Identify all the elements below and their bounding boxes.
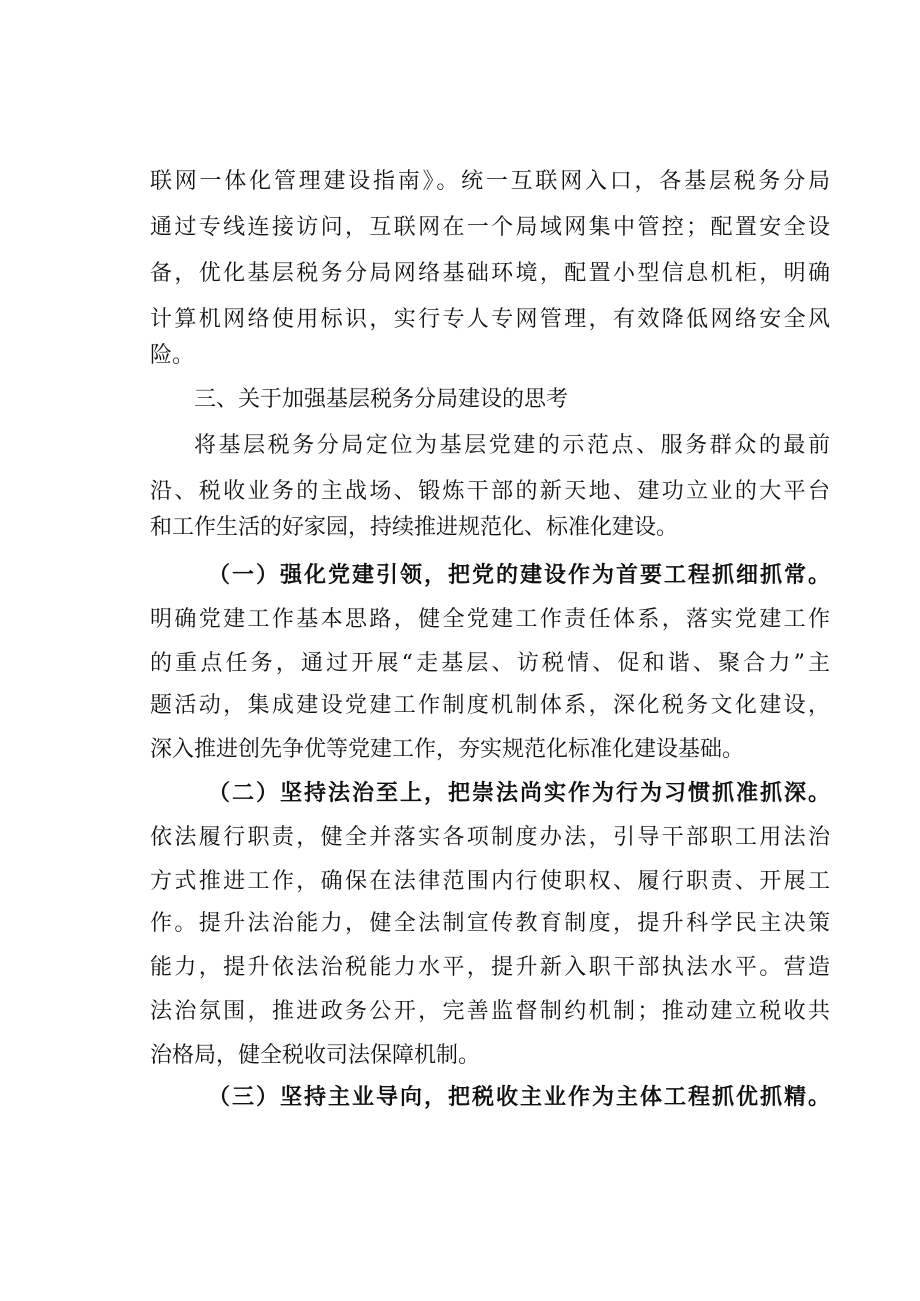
paragraph-line: 作。提升法治能力，健全法制宣传教育制度，提升科学民主决策	[150, 911, 830, 936]
paragraph-line: 能力，提升依法治税能力水平，提升新入职干部执法水平。营造	[150, 955, 830, 980]
paragraph-line: 通过专线连接访问，互联网在一个局域网集中管控；配置安全设	[150, 215, 830, 240]
paragraph-line: 将基层税务分局定位为基层党建的示范点、服务群众的最前	[194, 433, 830, 458]
paragraph-line: 深入推进创先争优等党建工作，夯实规范化标准化建设基础。	[150, 737, 745, 762]
subsection-heading: （一）强化党建引领，把党的建设作为首要工程抓细抓常。	[208, 563, 830, 588]
paragraph-line: 法治氛围，推进政务公开，完善监督制约机制；推动建立税收共	[150, 999, 830, 1024]
paragraph-line: 备，优化基层税务分局网络基础环境，配置小型信息机柜，明确	[150, 261, 830, 286]
paragraph-line: 联网一体化管理建设指南》。统一互联网入口，各基层税务分局	[150, 169, 830, 194]
paragraph-line: 计算机网络使用标识，实行专人专网管理，有效降低网络安全风	[150, 307, 830, 332]
paragraph-line: 沿、税收业务的主战场、锻炼干部的新天地、建功立业的大平台	[150, 479, 830, 504]
paragraph-line: 方式推进工作，确保在法律范围内行使职权、履行职责、开展工	[150, 869, 830, 894]
paragraph-line: 明确党建工作基本思路，健全党建工作责任体系，落实党建工作	[150, 607, 830, 632]
section-heading: 三、关于加强基层税务分局建设的思考	[194, 387, 569, 412]
subsection-heading: （二）坚持法治至上，把崇法尚实作为行为习惯抓准抓深。	[208, 781, 830, 806]
paragraph-line: 题活动，集成建设党建工作制度机制体系，深化税务文化建设，	[150, 693, 830, 718]
paragraph-line: 依法履行职责，健全并落实各项制度办法，引导干部职工用法治	[150, 825, 830, 850]
paragraph-line: 的重点任务，通过开展“走基层、访税情、促和谐、聚合力”主	[150, 651, 830, 676]
paragraph-line: 险。	[150, 343, 195, 368]
paragraph-line: 治格局，健全税收司法保障机制。	[150, 1043, 481, 1068]
paragraph-line: 和工作生活的好家园，持续推进规范化、标准化建设。	[150, 515, 679, 540]
subsection-heading: （三）坚持主业导向，把税收主业作为主体工程抓优抓精。	[208, 1085, 830, 1110]
